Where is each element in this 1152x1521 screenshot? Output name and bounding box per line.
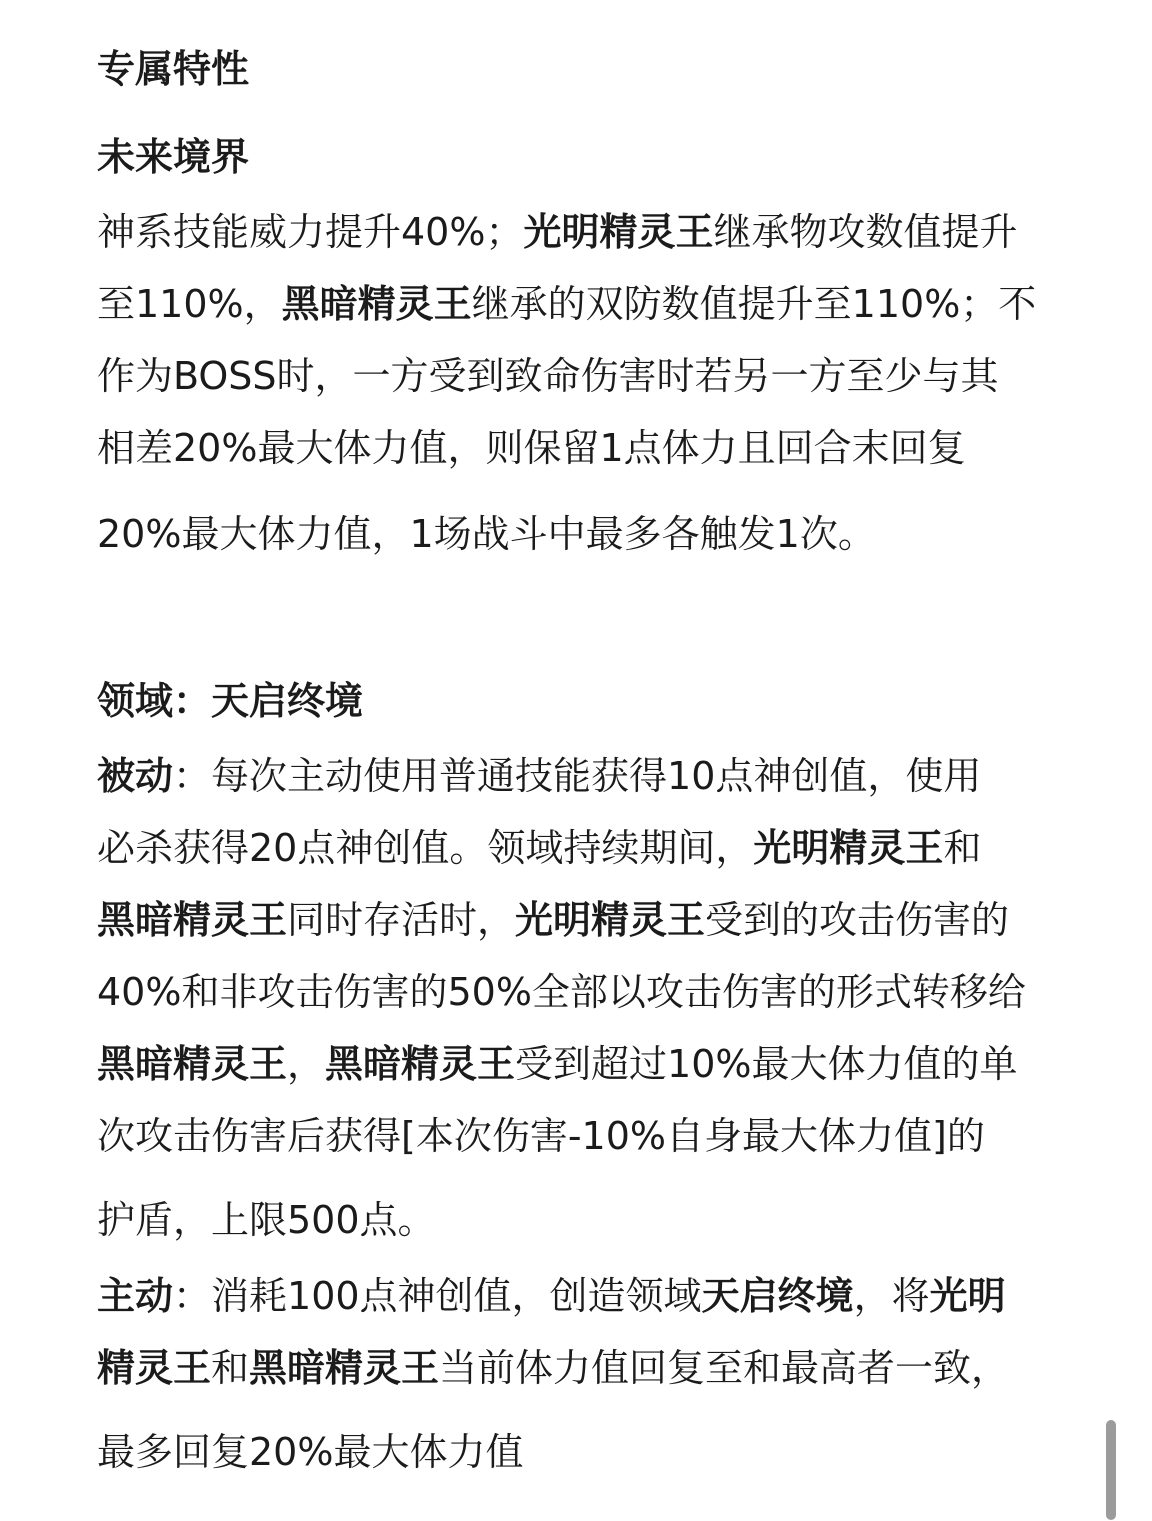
active-line-3: 最多回复20%最大体力值 xyxy=(97,1430,524,1474)
domain-title: 领域：天启终境 xyxy=(97,679,364,723)
active-line-1: 主动：消耗100点神创值，创造领域天启终境，将光明 xyxy=(97,1274,1006,1318)
trait-line-3: 作为BOSS时，一方受到致命伤害时若另一方至少与其 xyxy=(97,354,999,398)
passive-line-6: 次攻击伤害后获得[本次伤害-10%自身最大体力值]的 xyxy=(97,1114,985,1158)
active-line-2: 精灵王和黑暗精灵王当前体力值回复至和最高者一致， xyxy=(97,1346,1010,1390)
scrollbar[interactable] xyxy=(1106,1420,1116,1520)
passive-line-1: 被动：每次主动使用普通技能获得10点神创值，使用 xyxy=(97,754,982,798)
passive-line-5: 黑暗精灵王，黑暗精灵王受到超过10%最大体力值的单 xyxy=(97,1042,1018,1086)
passive-line-2: 必杀获得20点神创值。领域持续期间，光明精灵王和 xyxy=(97,826,982,870)
trait-line-1: 神系技能威力提升40%；光明精灵王继承物攻数值提升 xyxy=(97,210,1018,254)
trait-title: 未来境界 xyxy=(97,135,250,179)
passive-line-4: 40%和非攻击伤害的50%全部以攻击伤害的形式转移给 xyxy=(97,970,1026,1014)
trait-line-5: 20%最大体力值，1场战斗中最多各触发1次。 xyxy=(97,512,876,556)
section-title: 专属特性 xyxy=(97,47,250,91)
passive-line-3: 黑暗精灵王同时存活时，光明精灵王受到的攻击伤害的 xyxy=(97,898,1010,942)
active-label: 主动 xyxy=(97,1274,174,1318)
passive-label: 被动 xyxy=(97,754,174,798)
passive-line-7: 护盾，上限500点。 xyxy=(97,1198,436,1242)
trait-line-4: 相差20%最大体力值，则保留1点体力且回合末回复 xyxy=(97,426,966,470)
trait-line-2: 至110%，黑暗精灵王继承的双防数值提升至110%；不 xyxy=(97,282,1037,326)
